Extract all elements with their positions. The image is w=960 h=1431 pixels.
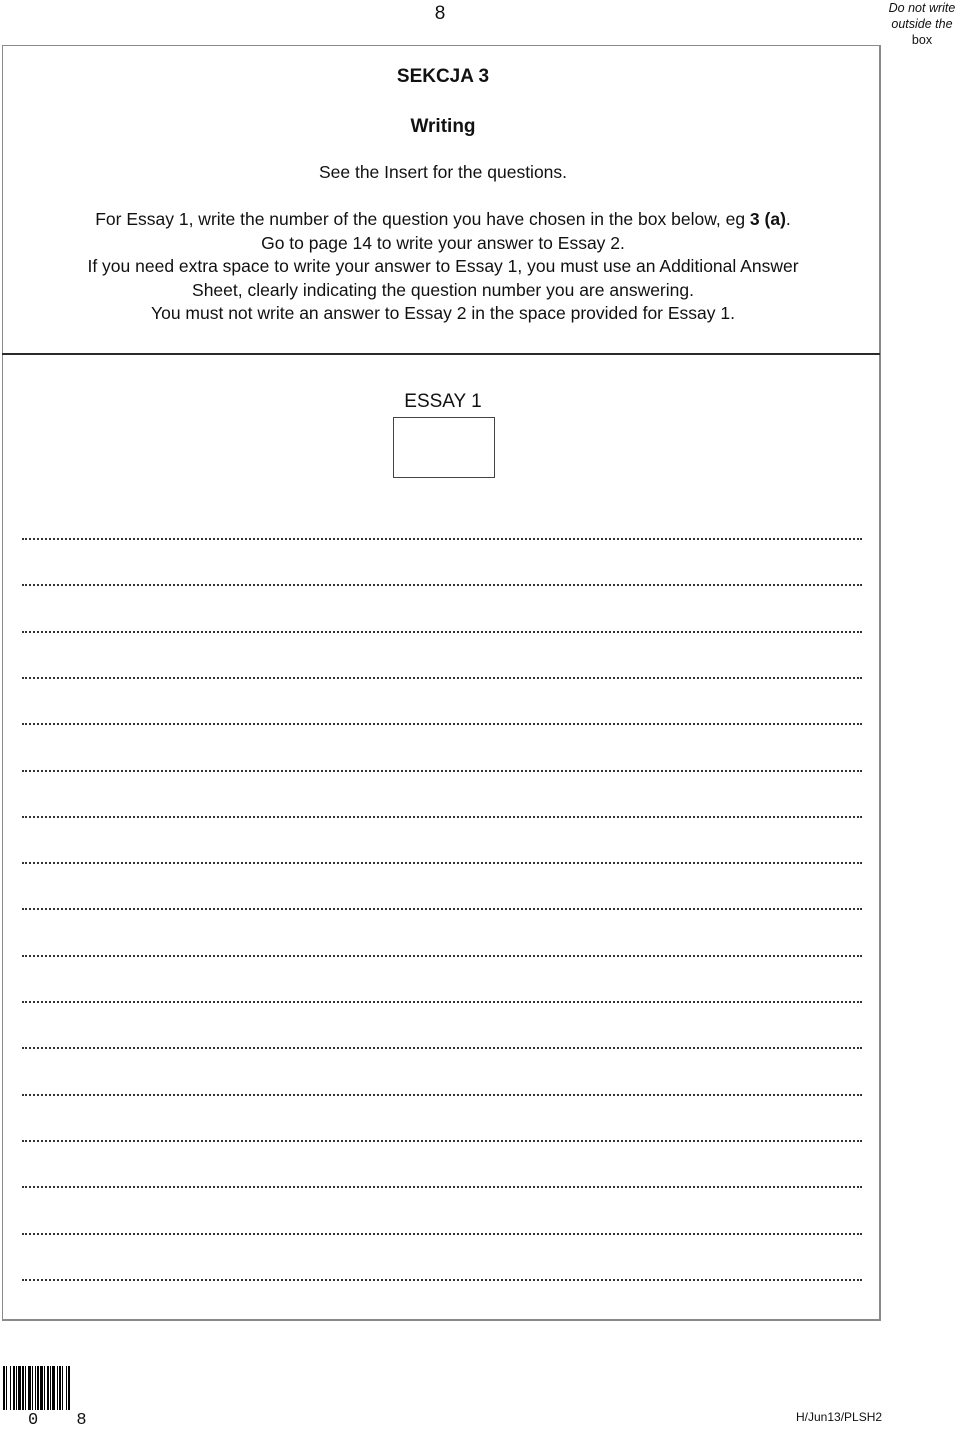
instructions-divider [2,353,880,355]
margin-note-line: outside the [891,17,953,31]
barcode-bar [22,1366,24,1410]
answer-line[interactable] [22,1001,862,1003]
answer-line[interactable] [22,584,862,586]
barcode-bar [35,1366,36,1410]
answer-line[interactable] [22,538,862,540]
barcode-icon [2,1366,100,1410]
barcode-bar [3,1366,5,1410]
margin-note-line: box [911,33,933,47]
barcode-bar [40,1366,43,1410]
barcode-bar [59,1366,61,1410]
instruction-line-4: Sheet, clearly indicating the question number you are answering. [192,279,694,300]
paper-reference: H/Jun13/PLSH2 [796,1410,883,1424]
example-question-number: 3 (a) [749,209,786,229]
instruction-line-2: Go to page 14 to write your answer to Essay 2. [261,232,625,253]
page-number: 8 [434,3,446,24]
answer-line[interactable] [22,677,862,679]
answer-line[interactable] [22,1186,862,1188]
barcode-bar [10,1366,11,1410]
barcode-bar [44,1366,45,1410]
essay-label: ESSAY 1 [404,391,482,412]
question-number-box[interactable] [393,417,495,478]
answer-line[interactable] [22,1094,862,1096]
barcode-bar [62,1366,63,1410]
instruction-line-5: You must not write an answer to Essay 2 in the space provided for Essay 1. [151,303,735,323]
answer-line[interactable] [22,955,862,957]
barcode-bar [18,1366,21,1410]
margin-note [884,0,960,48]
barcode-bar [68,1366,70,1410]
answer-line[interactable] [22,1140,862,1142]
answer-line[interactable] [22,1233,862,1235]
answer-line[interactable] [22,1047,862,1049]
section-subtitle: Writing [410,116,476,137]
barcode-bar [25,1366,26,1410]
barcode-bar [37,1366,39,1410]
answer-line[interactable] [22,1279,862,1281]
barcode-bar [13,1366,15,1410]
barcode-bar [32,1366,33,1410]
barcode-bar [6,1366,7,1410]
barcode-bar [50,1366,51,1410]
answer-line[interactable] [22,862,862,864]
barcode-bar [28,1366,31,1410]
instructions [0,208,886,326]
margin-note-line: Do not write [888,1,956,15]
section-title: SEKCJA 3 [396,66,490,87]
barcode-bar [66,1366,67,1410]
answer-line[interactable] [22,908,862,910]
answer-line[interactable] [22,631,862,633]
barcode-bar [52,1366,55,1410]
instruction-text: For Essay 1, write the number of the question you have chosen in the box below, eg [95,209,750,229]
barcode-bar [16,1366,17,1410]
answer-line[interactable] [22,770,862,772]
instruction-punctuation: . [785,209,791,229]
barcode-bar [57,1366,58,1410]
instruction-line-1 [0,208,886,232]
barcode-bar [47,1366,49,1410]
answer-line[interactable] [22,816,862,818]
barcode-digits: 0 8 [28,1411,101,1430]
instruction-line-3: If you need extra space to write your answer to Essay 1, you must use an Additional Answer [87,256,799,276]
answer-line[interactable] [22,723,862,725]
insert-note: See the Insert for the questions. [318,162,568,182]
